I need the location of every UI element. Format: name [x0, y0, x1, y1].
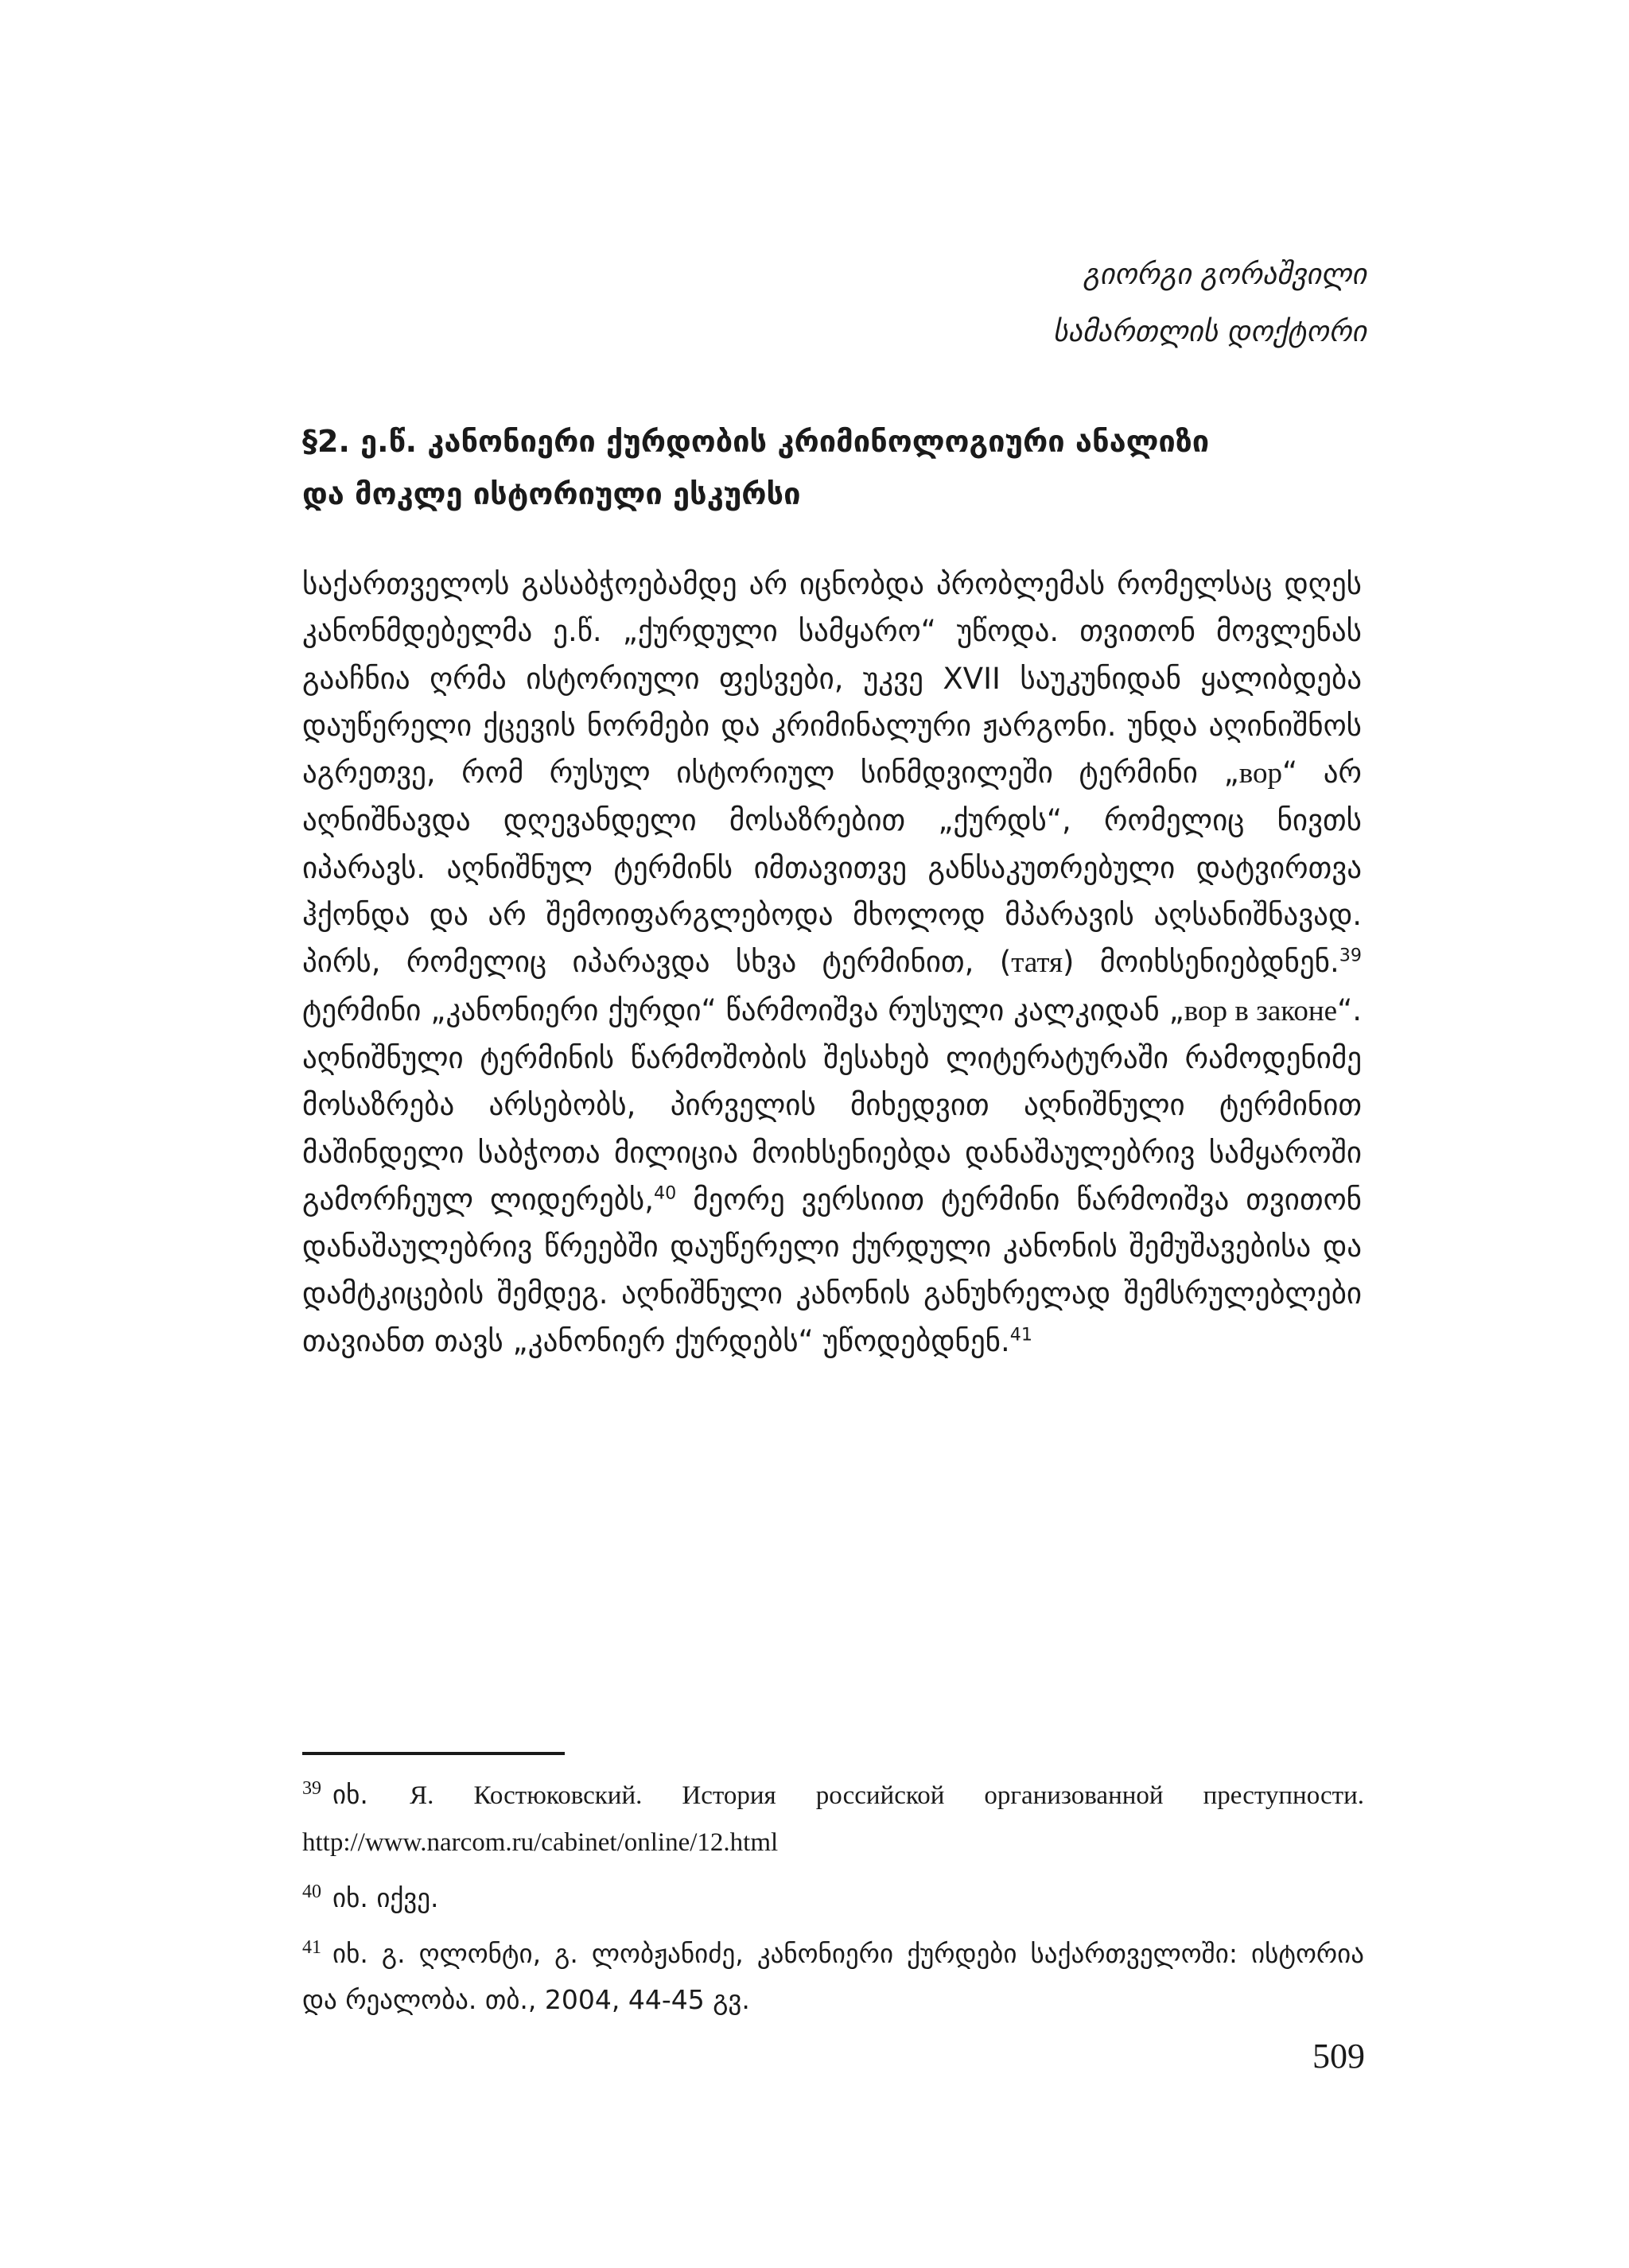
russian-term-tatya: татя — [1011, 946, 1063, 980]
footnote-number: 41 — [302, 1937, 321, 1958]
section-heading — [302, 415, 1368, 520]
footnote-text: Я. Костюковский. История российской организованной преступности. http://www.narcom.ru/cabinet/online/12.html — [302, 1781, 1364, 1857]
footnote-prefix: იხ. — [332, 1938, 368, 1969]
russian-term-vor-v-zakone: вор в законе — [1184, 994, 1338, 1027]
footnote-text: გ. ღლონტი, გ. ლობჟანიძე, კანონიერი ქურდები საქართველოში: ისტორია და რეალობა. თბ., 2004, 44-45 გვ. — [302, 1938, 1364, 2015]
footnote-prefix: იხ. — [332, 1779, 368, 1810]
paragraph-text — [302, 561, 1362, 1365]
footnotes — [302, 1772, 1364, 2033]
footnote-ref-41[interactable]: 41 — [1009, 1324, 1032, 1346]
footnote-prefix: იხ. — [332, 1882, 368, 1913]
text-run: ) მოიხსენიებდნენ. — [1063, 945, 1339, 980]
body-paragraph — [302, 561, 1362, 1365]
footnote-ref-40[interactable]: 40 — [654, 1183, 677, 1204]
section-heading-line-1: §2. ე.წ. კანონიერი ქურდობის კრიმინოლოგიური ანალიზი — [302, 424, 1210, 459]
footnote-separator — [302, 1752, 565, 1755]
footnote-number: 39 — [302, 1778, 321, 1799]
footnote-39 — [302, 1772, 1364, 1866]
author-name: გიორგი გორაშვილი — [1083, 258, 1367, 291]
author-block — [1053, 247, 1367, 361]
page-number: 509 — [1312, 2037, 1365, 2076]
russian-term-vor: вор — [1238, 757, 1282, 790]
section-heading-line-2: და მოკლე ისტორიული ესკურსი — [302, 476, 801, 511]
footnote-41 — [302, 1931, 1364, 2023]
author-title: სამართლის დოქტორი — [1052, 316, 1367, 348]
text-run: “ არ აღნიშნავდა დღევანდელი მოსაზრებით „ქურდს“, რომელიც ნივთს იპარავს. აღნიშნულ ტერმინს იმთავითვე განსაკუთრებული დატვირთვა ჰქონდა და არ შემოიფარგლებოდა მხოლოდ მპარავის აღსანიშნავად. პირს, რომელიც იპარავდა სხვა ტერმინით, ( — [302, 755, 1362, 980]
footnote-text: იქვე. — [376, 1882, 439, 1913]
text-run: “. აღნიშნული ტერმინის წარმოშობის შესახებ ლიტერატურაში რამოდენიმე მოსაზრება არსებობს, პირველის მიხედვით აღნიშნული ტერმინით მაშინდელი საბჭოთა მილიცია მოიხსენიებდა დანაშაულებრივ სამყაროში გამორჩეულ ლიდერებს, — [302, 992, 1363, 1217]
footnote-ref-39[interactable]: 39 — [1339, 946, 1362, 967]
text-run: მეორე ვერსიით ტერმინი წარმოიშვა თვითონ დანაშაულებრივ წრეებში დაუწერელი ქურდული კანონის შემუშავებისა და დამტკიცების შემდეგ. აღნიშნული კანონის განუხრელად შემსრულებლები თავიანთ თავს „კანონიერ ქურდებს“ უწოდებდნენ. — [302, 1182, 1362, 1358]
footnote-40 — [302, 1875, 1364, 1921]
text-run: ტერმინი „კანონიერი ქურდი“ წარმოიშვა რუსული კალკიდან „ — [302, 992, 1184, 1027]
footnote-number: 40 — [302, 1882, 321, 1902]
text-run: საქართველოს გასაბჭოებამდე არ იცნობდა პრობლემას რომელსაც დღეს კანონმდებელმა ე.წ. „ქურდული სამყარო“ უწოდა. თვითონ მოვლენას გააჩნია ღრმა ისტორიული ფესვები, უკვე XVII საუკუნიდან ყალიბდება დაუწერელი ქცევის ნორმები და კრიმინალური ჟარგონი. უნდა აღინიშნოს აგრეთვე, რომ რუსულ ისტორიულ სინმდვილეში ტერმინი „ — [302, 567, 1362, 790]
